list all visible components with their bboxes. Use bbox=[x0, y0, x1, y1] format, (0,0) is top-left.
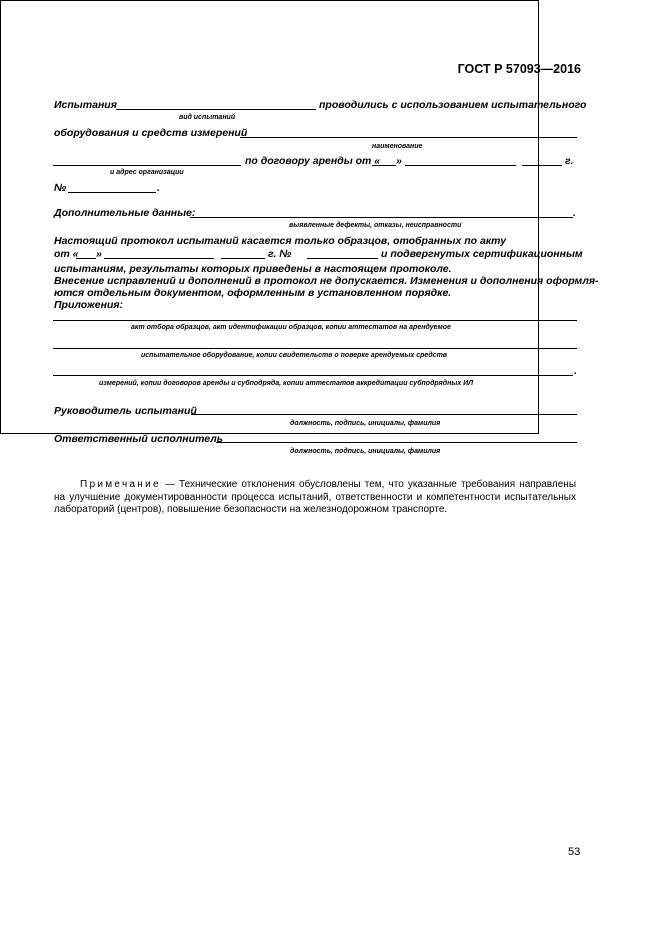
field-additional-data[interactable] bbox=[190, 217, 573, 218]
label-tests: Испытания bbox=[54, 99, 117, 111]
standard-designation: ГОСТ Р 57093—2016 bbox=[457, 62, 581, 76]
field-organization-address[interactable] bbox=[53, 165, 241, 166]
label-year: г. bbox=[565, 155, 574, 167]
label-period-2: . bbox=[573, 207, 576, 219]
field-test-manager[interactable] bbox=[191, 414, 577, 415]
field-responsible-executor[interactable] bbox=[216, 442, 577, 443]
caption-appendix-2: испытательное оборудование, копии свидетельств о поверке арендуемых средств bbox=[141, 352, 448, 359]
label-appendices: Приложения: bbox=[54, 299, 124, 311]
label-equipment: оборудования и средств измерений bbox=[54, 127, 248, 139]
caption-defects: выявленные дефекты, отказы, неисправности bbox=[289, 222, 462, 229]
caption-appendix-3: измерений, копии договоров аренды и субподряда, копии аттестатов аккредитации субподрядных ИЛ bbox=[99, 380, 474, 387]
label-year-number: г. № bbox=[268, 248, 292, 260]
caption-test-type: вид испытаний bbox=[179, 114, 236, 121]
label-responsible-executor: Ответственный исполнитель bbox=[54, 433, 223, 445]
field-equipment-name[interactable] bbox=[240, 137, 577, 138]
note-paragraph bbox=[54, 479, 576, 517]
note-label: Примечание bbox=[80, 479, 161, 490]
caption-appendix-1: акт отбора образцов, акт идентификации образцов, копии аттестатов на арендуемое bbox=[131, 324, 451, 331]
label-additional-data: Дополнительные данные: bbox=[54, 207, 196, 219]
field-act-year[interactable] bbox=[221, 258, 265, 259]
label-quote-close-2: » bbox=[96, 248, 102, 260]
label-lease-agreement: по договору аренды от « bbox=[245, 155, 381, 167]
field-act-month[interactable] bbox=[104, 258, 214, 259]
label-test-manager: Руководитель испытаний bbox=[54, 405, 197, 417]
field-act-number[interactable] bbox=[307, 258, 378, 259]
text-no-corrections: Внесение исправлений и дополнений в протокол не допускается. Изменения и дополнения оформля- bbox=[54, 275, 599, 287]
caption-signature-2: должность, подпись, инициалы, фамилия bbox=[290, 448, 441, 455]
label-quote-close: » bbox=[396, 155, 402, 167]
field-test-type[interactable] bbox=[116, 109, 316, 110]
label-period: . bbox=[157, 182, 160, 194]
page-number: 53 bbox=[568, 846, 581, 858]
label-number: № bbox=[54, 182, 67, 194]
field-appendix-2[interactable] bbox=[53, 348, 577, 349]
field-lease-year[interactable] bbox=[522, 165, 562, 166]
field-appendix-3[interactable] bbox=[53, 375, 573, 376]
caption-signature-1: должность, подпись, инициалы, фамилия bbox=[290, 420, 441, 427]
label-from: от « bbox=[54, 248, 79, 260]
text-protocol-scope: Настоящий протокол испытаний касается только образцов, отобранных по акту bbox=[54, 235, 507, 247]
label-conducted-using: проводились с использованием испытательного bbox=[319, 99, 587, 111]
field-agreement-number[interactable] bbox=[68, 192, 156, 193]
caption-address: и адрес организации bbox=[110, 169, 184, 176]
field-lease-month[interactable] bbox=[405, 165, 516, 166]
caption-name: наименование bbox=[372, 143, 423, 150]
text-results: испытаниям, результаты которых приведены в настоящем протоколе. bbox=[54, 263, 452, 275]
field-appendix-1[interactable] bbox=[53, 320, 577, 321]
text-certification: и подвергнутых сертификационным bbox=[381, 248, 583, 260]
label-period-3: . bbox=[574, 365, 577, 377]
field-lease-day[interactable] bbox=[372, 165, 396, 166]
text-separate-document: ются отдельным документом, оформленным в установленном порядке. bbox=[54, 287, 452, 299]
field-act-day[interactable] bbox=[76, 258, 96, 259]
note-text: — Технические отклонения обусловлены тем, что указанные требования направлены на улучшение документированности процесса испытаний, ответственности и компетентности испытательных лабораторий (центров), повышение безопасности на железнодорожном транспорте. bbox=[54, 479, 576, 515]
